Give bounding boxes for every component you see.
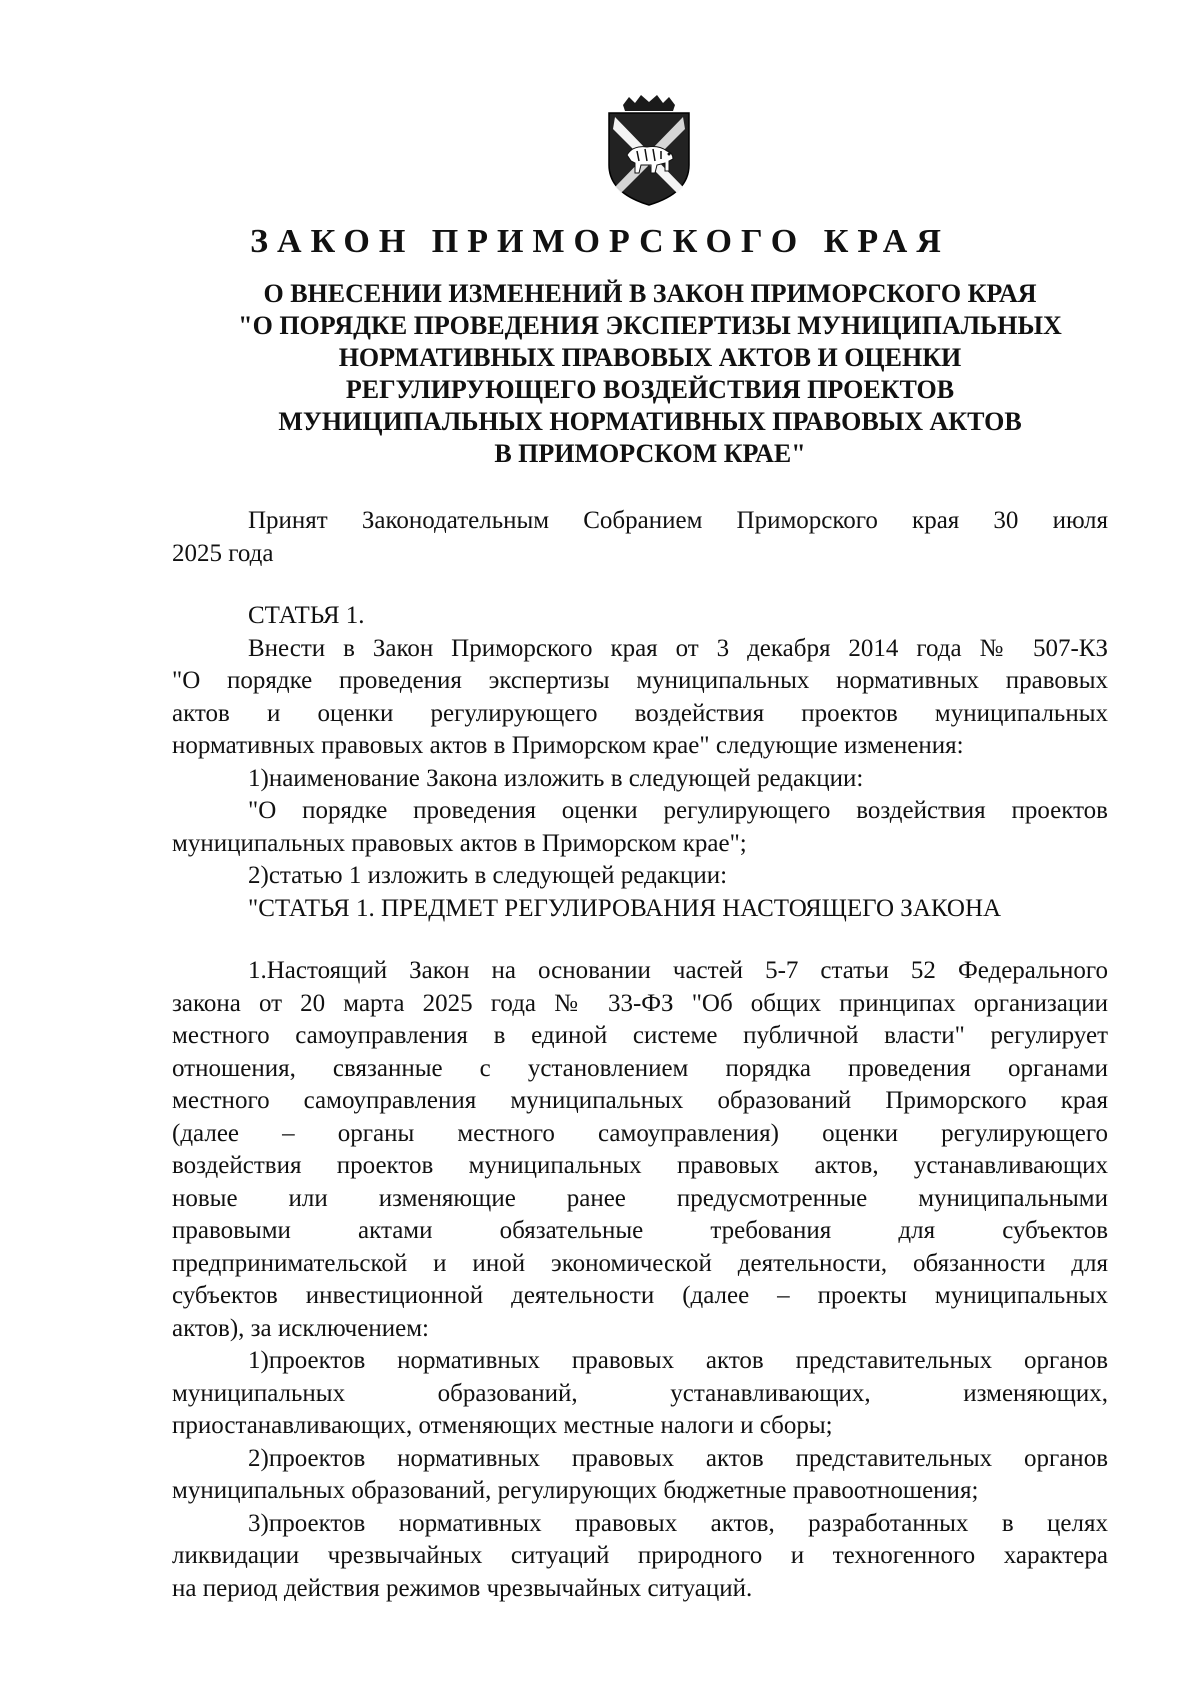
- amendment-quote-line: муниципальных правовых актов в Приморском крае";: [172, 829, 747, 857]
- article-1: [172, 600, 1108, 925]
- exception-item-1-line: муниципальных образований, устанавливающих, изменяющих,: [172, 1379, 1108, 1407]
- exception-item-1-line: 1)проектов нормативных правовых актов представительных органов: [248, 1347, 1108, 1374]
- adoption-line: 2025 года: [172, 539, 274, 567]
- paragraph-line: субъектов инвестиционной деятельности (далее – проекты муниципальных: [172, 1282, 1108, 1309]
- law-subject: [150, 278, 1150, 470]
- exception-item-1-line: приостанавливающих, отменяющих местные налоги и сборы;: [172, 1412, 833, 1439]
- paragraph-line: новые или изменяющие ранее предусмотренные муниципальными: [172, 1184, 1108, 1212]
- subject-line: МУНИЦИПАЛЬНЫХ НОРМАТИВНЫХ ПРАВОВЫХ АКТОВ: [278, 407, 1022, 436]
- primorye-coat-of-arms-icon: [603, 95, 695, 207]
- article-intro-line: актов и оценки регулирующего воздействия проектов муниципальных: [172, 699, 1108, 727]
- paragraph-line: отношения, связанные с установлением порядка проведения органами: [172, 1054, 1108, 1082]
- paragraph-line: правовыми актами обязательные требования для субъектов: [172, 1217, 1108, 1244]
- exception-item-3-line: ликвидации чрезвычайных ситуаций природного и техногенного характера: [172, 1542, 1108, 1569]
- paragraph-line: местного самоуправления муниципальных образований Приморского края: [172, 1087, 1108, 1114]
- adoption-line: Принят Законодательным Собранием Приморского края 30 июля: [248, 507, 1108, 534]
- paragraph-line: 1.Настоящий Закон на основании частей 5-7 статьи 52 Федерального: [248, 957, 1108, 984]
- article-intro-line: нормативных правовых актов в Приморском крае" следующие изменения:: [172, 732, 964, 759]
- subject-line: О ВНЕСЕНИИ ИЗМЕНЕНИЙ В ЗАКОН ПРИМОРСКОГО КРАЯ: [263, 279, 1037, 308]
- paragraph-line: местного самоуправления в единой системе публичной власти" регулирует: [172, 1022, 1108, 1049]
- law-title: ЗАКОН ПРИМОРСКОГО КРАЯ: [250, 223, 950, 260]
- subject-line: В ПРИМОРСКОМ КРАЕ": [494, 439, 806, 468]
- new-article-text: [172, 955, 1108, 1605]
- subject-line: РЕГУЛИРУЮЩЕГО ВОЗДЕЙСТВИЯ ПРОЕКТОВ: [345, 375, 955, 404]
- subject-line: НОРМАТИВНЫХ ПРАВОВЫХ АКТОВ И ОЦЕНКИ: [338, 343, 962, 372]
- exception-item-2-line: муниципальных образований, регулирующих бюджетные правоотношения;: [172, 1477, 979, 1504]
- amendment-item-1: 1)наименование Закона изложить в следующей редакции:: [248, 764, 864, 792]
- paragraph-line: предпринимательской и иной экономической деятельности, обязанности для: [172, 1249, 1108, 1277]
- paragraph-line: закона от 20 марта 2025 года № 33-ФЗ "Об общих принципах организации: [172, 989, 1108, 1017]
- exception-item-3-line: на период действия режимов чрезвычайных ситуаций.: [172, 1574, 753, 1602]
- article-heading: СТАТЬЯ 1.: [248, 602, 365, 629]
- adoption-statement: [172, 505, 1108, 570]
- article-intro-line: "О порядке проведения экспертизы муниципальных нормативных правовых: [172, 667, 1108, 694]
- paragraph-line: воздействия проектов муниципальных правовых актов, устанавливающих: [172, 1152, 1108, 1179]
- article-intro-line: Внести в Закон Приморского края от 3 декабря 2014 года № 507-КЗ: [248, 634, 1108, 662]
- exception-item-3-line: 3)проектов нормативных правовых актов, разработанных в целях: [248, 1509, 1108, 1537]
- subject-line: "О ПОРЯДКЕ ПРОВЕДЕНИЯ ЭКСПЕРТИЗЫ МУНИЦИПАЛЬНЫХ: [238, 311, 1062, 340]
- exception-item-2-line: 2)проектов нормативных правовых актов представительных органов: [248, 1444, 1108, 1472]
- amendment-quote-line: "О порядке проведения оценки регулирующего воздействия проектов: [248, 797, 1108, 824]
- new-article-heading: "СТАТЬЯ 1. ПРЕДМЕТ РЕГУЛИРОВАНИЯ НАСТОЯЩЕГО ЗАКОНА: [248, 894, 1002, 922]
- amendment-item-2: 2)статью 1 изложить в следующей редакции:: [248, 862, 728, 889]
- paragraph-line: (далее – органы местного самоуправления) оценки регулирующего: [172, 1119, 1108, 1147]
- paragraph-line: актов), за исключением:: [172, 1314, 429, 1342]
